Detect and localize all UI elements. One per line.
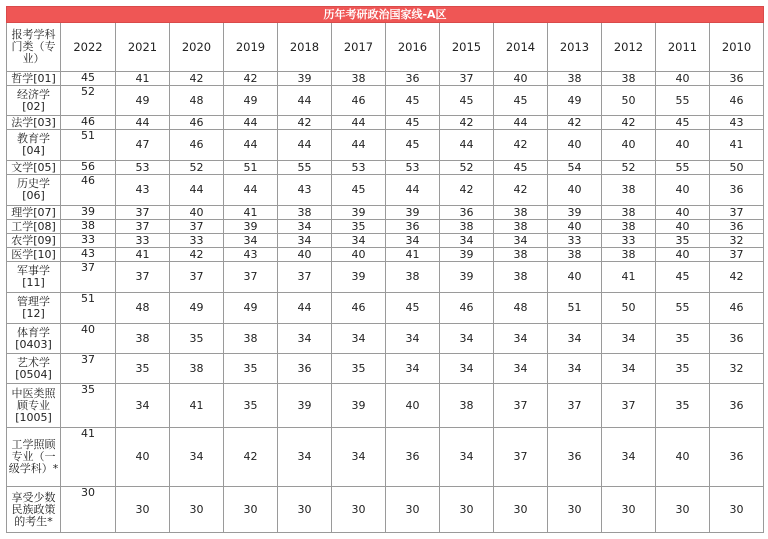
- table-row: [7, 130, 764, 161]
- table-title-row: [7, 7, 764, 23]
- score-cell: 34: [494, 324, 548, 354]
- score-table: [6, 6, 764, 533]
- score-cell: 37: [440, 72, 494, 86]
- score-cell: 39: [332, 384, 386, 428]
- score-cell: 36: [710, 384, 764, 428]
- score-cell: 34: [494, 354, 548, 384]
- category-cell: 军事学[11]: [7, 262, 61, 293]
- score-cell: 51: [61, 293, 116, 324]
- score-cell: 36: [548, 428, 602, 487]
- score-cell: 33: [116, 234, 170, 248]
- score-cell: 40: [548, 175, 602, 206]
- year-header: 2013: [548, 23, 602, 72]
- score-cell: 33: [602, 234, 656, 248]
- score-cell: 55: [656, 161, 710, 175]
- category-cell: 体育学[0403]: [7, 324, 61, 354]
- score-cell: 40: [656, 175, 710, 206]
- score-cell: 35: [656, 354, 710, 384]
- score-cell: 45: [656, 262, 710, 293]
- category-cell: 教育学[04]: [7, 130, 61, 161]
- score-cell: 30: [170, 487, 224, 533]
- score-cell: 56: [61, 161, 116, 175]
- score-cell: 34: [116, 384, 170, 428]
- score-cell: 52: [602, 161, 656, 175]
- score-cell: 35: [656, 384, 710, 428]
- category-cell: 哲学[01]: [7, 72, 61, 86]
- score-cell: 30: [332, 487, 386, 533]
- table-row: [7, 248, 764, 262]
- score-cell: 40: [386, 384, 440, 428]
- score-cell: 36: [386, 72, 440, 86]
- score-cell: 37: [548, 384, 602, 428]
- score-cell: 44: [332, 130, 386, 161]
- score-cell: 36: [710, 72, 764, 86]
- score-cell: 40: [548, 262, 602, 293]
- score-cell: 36: [440, 206, 494, 220]
- score-cell: 40: [170, 206, 224, 220]
- score-cell: 36: [710, 428, 764, 487]
- score-cell: 34: [602, 428, 656, 487]
- score-cell: 46: [170, 130, 224, 161]
- table-row: [7, 86, 764, 116]
- score-cell: 49: [116, 86, 170, 116]
- score-cell: 37: [710, 248, 764, 262]
- score-cell: 37: [116, 220, 170, 234]
- score-cell: 37: [278, 262, 332, 293]
- score-cell: 51: [548, 293, 602, 324]
- score-cell: 42: [602, 116, 656, 130]
- score-cell: 34: [602, 324, 656, 354]
- score-cell: 39: [278, 384, 332, 428]
- category-cell: 法学[03]: [7, 116, 61, 130]
- score-cell: 45: [386, 116, 440, 130]
- score-cell: 38: [332, 72, 386, 86]
- score-cell: 38: [494, 220, 548, 234]
- score-cell: 45: [386, 130, 440, 161]
- score-cell: 38: [548, 72, 602, 86]
- score-cell: 34: [332, 324, 386, 354]
- score-cell: 55: [656, 293, 710, 324]
- score-cell: 41: [602, 262, 656, 293]
- table-row: [7, 293, 764, 324]
- score-cell: 41: [116, 72, 170, 86]
- header-row: [7, 23, 764, 72]
- score-cell: 41: [170, 384, 224, 428]
- score-cell: 52: [61, 86, 116, 116]
- score-cell: 39: [548, 206, 602, 220]
- score-cell: 35: [116, 354, 170, 384]
- year-header: 2020: [170, 23, 224, 72]
- score-cell: 37: [170, 220, 224, 234]
- score-cell: 37: [116, 262, 170, 293]
- table-row: [7, 116, 764, 130]
- score-cell: 42: [224, 72, 278, 86]
- table-row: [7, 428, 764, 487]
- score-cell: 38: [494, 248, 548, 262]
- score-cell: 35: [656, 324, 710, 354]
- category-cell: 医学[10]: [7, 248, 61, 262]
- score-cell: 35: [61, 384, 116, 428]
- category-cell: 管理学[12]: [7, 293, 61, 324]
- score-cell: 46: [710, 86, 764, 116]
- category-cell: 工学照顾专业（一级学科）*: [7, 428, 61, 487]
- score-cell: 35: [332, 354, 386, 384]
- score-cell: 40: [116, 428, 170, 487]
- score-cell: 44: [386, 175, 440, 206]
- table-row: [7, 161, 764, 175]
- score-cell: 41: [386, 248, 440, 262]
- score-cell: 36: [710, 175, 764, 206]
- score-cell: 34: [278, 220, 332, 234]
- score-cell: 40: [548, 130, 602, 161]
- table-row: [7, 354, 764, 384]
- score-cell: 50: [602, 86, 656, 116]
- category-cell: 农学[09]: [7, 234, 61, 248]
- score-cell: 33: [61, 234, 116, 248]
- table-row: [7, 175, 764, 206]
- year-header: 2014: [494, 23, 548, 72]
- score-cell: 54: [548, 161, 602, 175]
- score-cell: 44: [278, 130, 332, 161]
- score-table-container: [6, 6, 764, 533]
- score-cell: 55: [656, 86, 710, 116]
- score-cell: 45: [656, 116, 710, 130]
- score-cell: 52: [440, 161, 494, 175]
- year-header: 2010: [710, 23, 764, 72]
- score-cell: 44: [440, 130, 494, 161]
- score-cell: 44: [278, 86, 332, 116]
- score-cell: 40: [61, 324, 116, 354]
- score-cell: 41: [61, 428, 116, 487]
- table-row: [7, 72, 764, 86]
- score-cell: 36: [386, 428, 440, 487]
- score-cell: 40: [656, 220, 710, 234]
- score-cell: 42: [440, 175, 494, 206]
- table-row: [7, 384, 764, 428]
- score-cell: 49: [170, 293, 224, 324]
- score-cell: 34: [440, 324, 494, 354]
- score-cell: 34: [332, 428, 386, 487]
- score-cell: 49: [224, 293, 278, 324]
- score-cell: 40: [656, 428, 710, 487]
- score-cell: 37: [61, 262, 116, 293]
- score-cell: 44: [332, 116, 386, 130]
- score-cell: 30: [602, 487, 656, 533]
- score-cell: 32: [710, 234, 764, 248]
- score-cell: 34: [602, 354, 656, 384]
- score-cell: 40: [656, 130, 710, 161]
- score-cell: 40: [548, 220, 602, 234]
- score-cell: 34: [494, 234, 548, 248]
- score-cell: 39: [332, 206, 386, 220]
- year-header: 2011: [656, 23, 710, 72]
- table-row: [7, 220, 764, 234]
- score-cell: 40: [278, 248, 332, 262]
- score-cell: 44: [170, 175, 224, 206]
- score-cell: 34: [440, 428, 494, 487]
- score-cell: 38: [494, 262, 548, 293]
- score-cell: 44: [116, 116, 170, 130]
- category-cell: 艺术学[0504]: [7, 354, 61, 384]
- score-cell: 37: [61, 354, 116, 384]
- score-cell: 40: [602, 130, 656, 161]
- score-cell: 39: [386, 206, 440, 220]
- score-cell: 38: [494, 206, 548, 220]
- year-header: 2021: [116, 23, 170, 72]
- score-cell: 45: [494, 161, 548, 175]
- score-cell: 53: [116, 161, 170, 175]
- score-cell: 50: [602, 293, 656, 324]
- score-cell: 39: [440, 248, 494, 262]
- score-cell: 30: [440, 487, 494, 533]
- category-cell: 理学[07]: [7, 206, 61, 220]
- score-cell: 48: [116, 293, 170, 324]
- score-cell: 38: [386, 262, 440, 293]
- score-cell: 35: [656, 234, 710, 248]
- score-cell: 38: [602, 220, 656, 234]
- score-cell: 30: [224, 487, 278, 533]
- year-header: 2017: [332, 23, 386, 72]
- score-cell: 38: [602, 206, 656, 220]
- score-cell: 44: [494, 116, 548, 130]
- score-cell: 34: [224, 234, 278, 248]
- score-cell: 49: [224, 86, 278, 116]
- score-cell: 34: [278, 428, 332, 487]
- score-cell: 30: [61, 487, 116, 533]
- score-cell: 46: [170, 116, 224, 130]
- score-cell: 48: [170, 86, 224, 116]
- score-cell: 45: [61, 72, 116, 86]
- score-cell: 38: [278, 206, 332, 220]
- score-cell: 46: [710, 293, 764, 324]
- score-cell: 36: [386, 220, 440, 234]
- score-cell: 37: [170, 262, 224, 293]
- score-cell: 46: [332, 86, 386, 116]
- table-body: [7, 23, 764, 533]
- score-cell: 34: [386, 324, 440, 354]
- score-cell: 43: [710, 116, 764, 130]
- score-cell: 34: [170, 428, 224, 487]
- score-cell: 30: [710, 487, 764, 533]
- score-cell: 30: [494, 487, 548, 533]
- category-cell: 工学[08]: [7, 220, 61, 234]
- table-row: [7, 234, 764, 248]
- score-cell: 42: [494, 130, 548, 161]
- year-header: 2022: [61, 23, 116, 72]
- score-cell: 44: [278, 293, 332, 324]
- score-cell: 30: [656, 487, 710, 533]
- score-cell: 43: [116, 175, 170, 206]
- score-cell: 36: [278, 354, 332, 384]
- score-cell: 42: [494, 175, 548, 206]
- year-header: 2012: [602, 23, 656, 72]
- table-row: [7, 487, 764, 533]
- score-cell: 40: [656, 72, 710, 86]
- score-cell: 41: [116, 248, 170, 262]
- score-cell: 39: [224, 220, 278, 234]
- score-cell: 45: [332, 175, 386, 206]
- score-cell: 46: [61, 175, 116, 206]
- score-cell: 44: [224, 130, 278, 161]
- score-cell: 32: [710, 354, 764, 384]
- score-cell: 30: [116, 487, 170, 533]
- score-cell: 46: [440, 293, 494, 324]
- score-cell: 34: [332, 234, 386, 248]
- score-cell: 43: [61, 248, 116, 262]
- score-cell: 42: [440, 116, 494, 130]
- score-cell: 38: [170, 354, 224, 384]
- score-cell: 34: [548, 324, 602, 354]
- score-cell: 46: [61, 116, 116, 130]
- score-cell: 41: [224, 206, 278, 220]
- score-cell: 36: [710, 220, 764, 234]
- score-cell: 38: [440, 220, 494, 234]
- score-cell: 34: [440, 234, 494, 248]
- score-cell: 37: [116, 206, 170, 220]
- score-cell: 35: [170, 324, 224, 354]
- score-cell: 45: [386, 86, 440, 116]
- score-cell: 44: [224, 116, 278, 130]
- score-cell: 45: [494, 86, 548, 116]
- score-cell: 40: [332, 248, 386, 262]
- score-cell: 51: [61, 130, 116, 161]
- year-header: 2018: [278, 23, 332, 72]
- score-cell: 42: [170, 248, 224, 262]
- score-cell: 42: [278, 116, 332, 130]
- score-cell: 42: [710, 262, 764, 293]
- score-cell: 42: [170, 72, 224, 86]
- score-cell: 50: [710, 161, 764, 175]
- score-cell: 52: [170, 161, 224, 175]
- score-cell: 30: [548, 487, 602, 533]
- score-cell: 38: [602, 248, 656, 262]
- score-cell: 38: [61, 220, 116, 234]
- score-cell: 37: [494, 384, 548, 428]
- score-cell: 43: [224, 248, 278, 262]
- score-cell: 40: [494, 72, 548, 86]
- score-cell: 38: [602, 72, 656, 86]
- score-cell: 34: [278, 324, 332, 354]
- score-cell: 49: [548, 86, 602, 116]
- score-cell: 42: [224, 428, 278, 487]
- score-cell: 34: [548, 354, 602, 384]
- score-cell: 42: [548, 116, 602, 130]
- table-title: 历年考研政治国家线-A区: [7, 7, 764, 23]
- score-cell: 38: [224, 324, 278, 354]
- table-row: [7, 206, 764, 220]
- score-cell: 41: [710, 130, 764, 161]
- score-cell: 37: [224, 262, 278, 293]
- score-cell: 34: [386, 354, 440, 384]
- score-cell: 46: [332, 293, 386, 324]
- score-cell: 53: [386, 161, 440, 175]
- score-cell: 39: [332, 262, 386, 293]
- score-cell: 30: [386, 487, 440, 533]
- score-cell: 40: [656, 248, 710, 262]
- score-cell: 55: [278, 161, 332, 175]
- score-cell: 34: [386, 234, 440, 248]
- score-cell: 38: [440, 384, 494, 428]
- category-cell: 享受少数民族政策的考生*: [7, 487, 61, 533]
- category-cell: 文学[05]: [7, 161, 61, 175]
- score-cell: 39: [61, 206, 116, 220]
- score-cell: 39: [440, 262, 494, 293]
- year-header: 2016: [386, 23, 440, 72]
- score-cell: 33: [548, 234, 602, 248]
- score-cell: 45: [386, 293, 440, 324]
- score-cell: 38: [116, 324, 170, 354]
- category-cell: 历史学[06]: [7, 175, 61, 206]
- score-cell: 39: [278, 72, 332, 86]
- score-cell: 38: [548, 248, 602, 262]
- score-cell: 38: [602, 175, 656, 206]
- year-header: 2015: [440, 23, 494, 72]
- table-row: [7, 262, 764, 293]
- category-cell: 经济学[02]: [7, 86, 61, 116]
- score-cell: 35: [224, 384, 278, 428]
- score-cell: 35: [332, 220, 386, 234]
- score-cell: 53: [332, 161, 386, 175]
- score-cell: 35: [224, 354, 278, 384]
- score-cell: 43: [278, 175, 332, 206]
- score-cell: 37: [494, 428, 548, 487]
- score-cell: 34: [278, 234, 332, 248]
- year-header: 2019: [224, 23, 278, 72]
- score-cell: 44: [224, 175, 278, 206]
- category-header: 报考学科门类（专业）: [7, 23, 61, 72]
- score-cell: 45: [440, 86, 494, 116]
- category-cell: 中医类照顾专业[1005]: [7, 384, 61, 428]
- score-cell: 48: [494, 293, 548, 324]
- score-cell: 37: [602, 384, 656, 428]
- score-cell: 51: [224, 161, 278, 175]
- score-cell: 33: [170, 234, 224, 248]
- score-cell: 36: [710, 324, 764, 354]
- table-row: [7, 324, 764, 354]
- score-cell: 30: [278, 487, 332, 533]
- score-cell: 34: [440, 354, 494, 384]
- score-cell: 40: [656, 206, 710, 220]
- score-cell: 37: [710, 206, 764, 220]
- score-cell: 47: [116, 130, 170, 161]
